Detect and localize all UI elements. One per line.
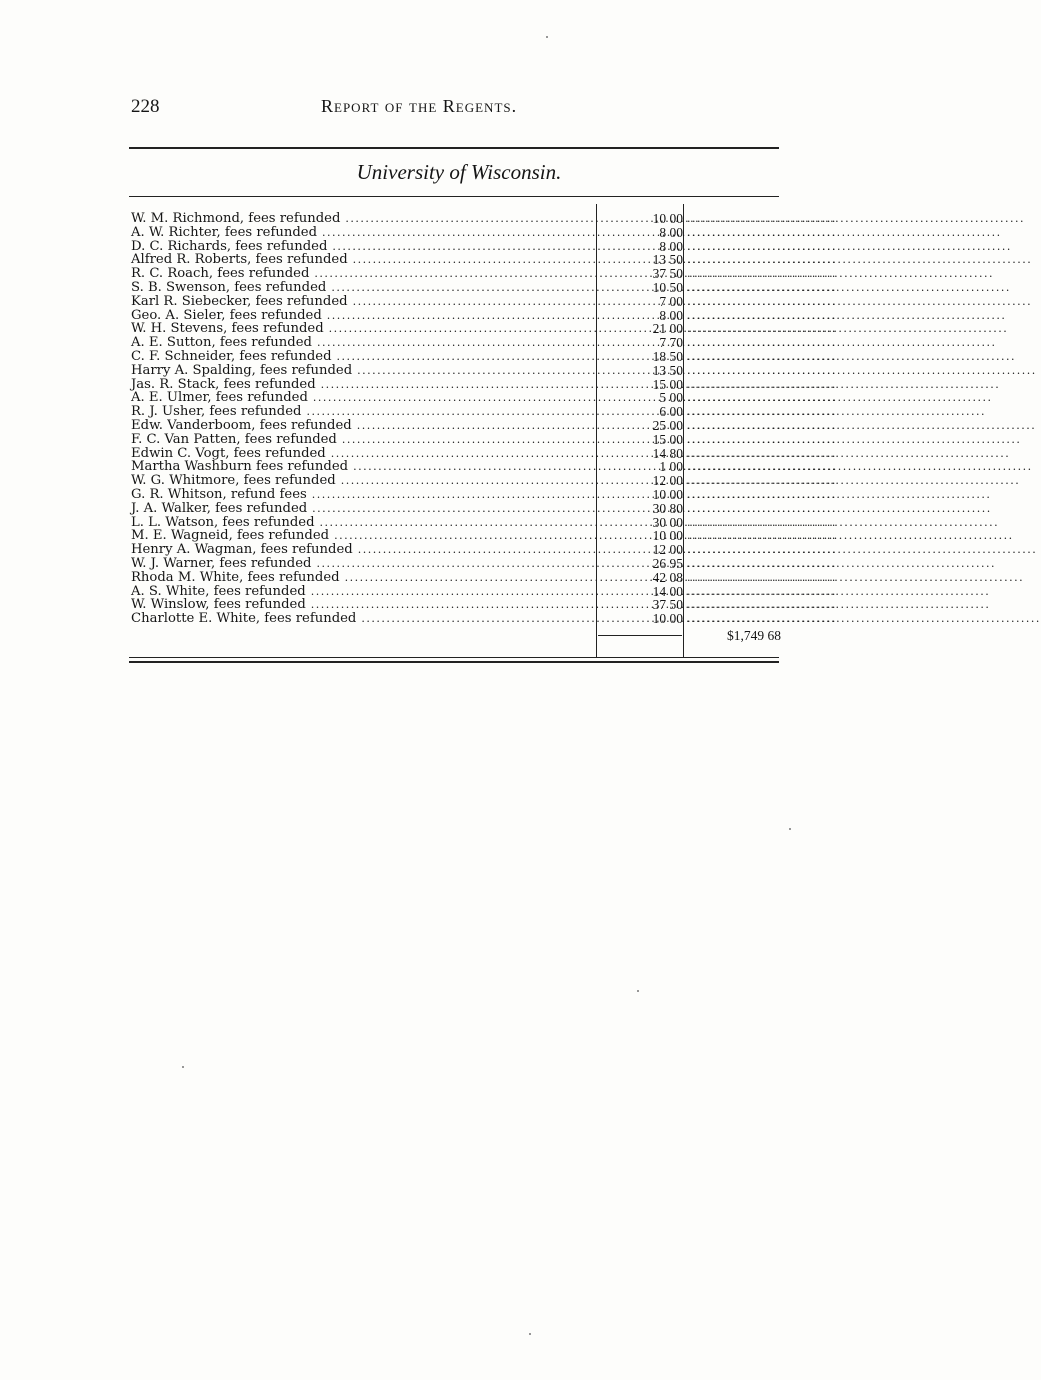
leader-dots: .............................. (687, 294, 837, 308)
payee-name: W. M. Richmond, fees refunded ..... (131, 212, 593, 226)
leader-dots: .............................. (687, 556, 837, 570)
leader-dots: .............................. (687, 474, 837, 488)
amount-value: 10 00 (652, 611, 683, 627)
payee-name: Jas. R. Stack, fees refunded ..... (131, 378, 593, 392)
leader-dots: .............................. (687, 446, 837, 460)
leader-dots: .............................. (687, 543, 837, 557)
table-row (131, 514, 837, 530)
amount-value: 15 00 (652, 431, 683, 447)
leader-dots: .............................. (687, 418, 837, 432)
payee-name: C. F. Schneider, fees refunded ..... (131, 350, 593, 364)
amount-value: 25 00 (652, 417, 683, 433)
payee-name: L. L. Watson, fees refunded ..... (131, 516, 593, 530)
leader-dots: .............................. (687, 212, 837, 225)
leader-dots: .............................. (687, 529, 837, 543)
table-row (131, 473, 837, 489)
table-row (131, 224, 837, 240)
payee-name: A. S. White, fees refunded ..... (131, 585, 593, 599)
table-row (131, 597, 837, 613)
leader-dots: .............................. (687, 584, 837, 598)
bottom-rule-thin (129, 657, 779, 658)
leader-dots: .............................. (687, 308, 837, 322)
amount-value: 10 00 (652, 211, 683, 226)
amount-value: 37 50 (652, 266, 683, 282)
amount-value: 18 50 (652, 348, 683, 364)
amount-value: 5 00 (659, 390, 683, 406)
payee-name: A. W. Richter, fees refunded ..... (131, 226, 593, 240)
payee-name: Geo. A. Sieler, fees refunded ..... (131, 309, 593, 323)
payee-name: J. A. Walker, fees refunded ..... (131, 502, 593, 516)
payee-name: A. E. Sutton, fees refunded ..... (131, 336, 593, 350)
amount-value: 26 95 (652, 555, 683, 571)
table-row (131, 445, 837, 461)
running-title: Report of the Regents. (321, 96, 518, 116)
table-row (131, 211, 837, 226)
amount-value: 21 00 (652, 321, 683, 337)
leader-dots: .............................. (687, 598, 837, 612)
section-subtitle: University of Wisconsin. (356, 160, 562, 184)
leader-dots: .............................. (687, 487, 837, 501)
table-row (131, 611, 837, 627)
ledger-table (131, 211, 837, 627)
payee-name: Karl R. Siebecker, fees refunded ..... (131, 295, 593, 309)
table-row (131, 583, 837, 599)
table-row (131, 417, 837, 433)
payee-name: Martha Washburn fees refunded ..... (131, 460, 593, 474)
table-row (131, 431, 837, 447)
payee-name: Henry A. Wagman, fees refunded ..... (131, 543, 593, 557)
payee-name: W. Winslow, fees refunded ..... (131, 598, 593, 612)
payee-name: Edwin C. Vogt, fees refunded ..... (131, 447, 593, 461)
leader-dots: .............................. (687, 363, 837, 377)
table-row (131, 335, 837, 351)
sum-rule (598, 635, 682, 636)
leader-dots: .............................. (687, 267, 837, 281)
amount-value: 42 08 (652, 569, 683, 585)
payee-name: W. H. Stevens, fees refunded ..... (131, 322, 593, 336)
payee-name: Rhoda M. White, fees refunded ..... (131, 571, 593, 585)
page-number: 228 (131, 96, 160, 117)
table-row (131, 390, 837, 406)
amount-value: 14 00 (652, 583, 683, 599)
table-row (131, 528, 837, 544)
leader-dots: .............................. (687, 515, 837, 529)
leader-dots: .............................. (687, 405, 837, 419)
payee-name: S. B. Swenson, fees refunded ..... (131, 281, 593, 295)
leader-dots: .............................. (687, 377, 837, 391)
leader-dots: .............................. (687, 280, 837, 294)
leader-dots: .............................. (687, 432, 837, 446)
amount-value: 13 50 (652, 362, 683, 378)
table-row (131, 252, 837, 268)
table-row (131, 486, 837, 502)
bottom-rule-thick (129, 661, 779, 663)
table-row (131, 376, 837, 392)
payee-name: D. C. Richards, fees refunded ..... (131, 240, 593, 254)
paper-speck (789, 828, 791, 830)
header-rule (129, 147, 779, 149)
payee-name: A. E. Ulmer, fees refunded ..... (131, 391, 593, 405)
leader-dots: .............................. (687, 336, 837, 350)
leader-dots: .............................. (687, 501, 837, 515)
table-row (131, 279, 837, 295)
amount-value: 10 00 (652, 528, 683, 544)
amount-value: 10 00 (652, 486, 683, 502)
amount-value: 12 00 (652, 473, 683, 489)
table-row (131, 238, 837, 254)
amount-value: 13 50 (652, 252, 683, 268)
amount-value: 10 50 (652, 279, 683, 295)
leader-dots: .............................. (687, 460, 837, 474)
amount-value: 7 00 (659, 293, 683, 309)
table-row (131, 348, 837, 364)
payee-name: Edw. Vanderboom, fees refunded ..... (131, 419, 593, 433)
paper-speck (182, 1066, 184, 1068)
table-row (131, 555, 837, 571)
payee-name: W. J. Warner, fees refunded ..... (131, 557, 593, 571)
amount-value: 6 00 (659, 404, 683, 420)
leader-dots: .............................. (687, 225, 837, 239)
table-row (131, 362, 837, 378)
payee-name: W. G. Whitmore, fees refunded ..... (131, 474, 593, 488)
amount-value: 30 00 (652, 514, 683, 530)
table-row (131, 500, 837, 516)
table-row (131, 459, 837, 475)
table-row (131, 542, 837, 558)
paper-speck (637, 990, 639, 992)
table-row (131, 569, 837, 585)
leader-dots: .............................. (687, 612, 837, 626)
amount-value: 12 00 (652, 542, 683, 558)
amount-value: 37 50 (652, 597, 683, 613)
subtitle-rule (129, 196, 779, 197)
table-row (131, 266, 837, 282)
leader-dots: .............................. (687, 391, 837, 405)
amount-value: 8 00 (659, 307, 683, 323)
amount-value: 8 00 (659, 224, 683, 240)
payee-name: M. E. Wagneid, fees refunded ..... (131, 529, 593, 543)
payee-name: R. J. Usher, fees refunded ..... (131, 405, 593, 419)
amount-value: 1 00 (659, 459, 683, 475)
payee-name: Charlotte E. White, fees refunded ..... (131, 612, 593, 626)
leader-dots: .............................. (687, 239, 837, 253)
amount-value: 7 70 (659, 335, 683, 351)
table-row (131, 404, 837, 420)
amount-value: 8 00 (659, 238, 683, 254)
payee-name: Harry A. Spalding, fees refunded ..... (131, 364, 593, 378)
leader-dots: .............................. (687, 349, 837, 363)
ledger-total: $1,749 68 (727, 628, 781, 643)
payee-name: F. C. Van Patten, fees refunded ..... (131, 433, 593, 447)
payee-name: G. R. Whitson, refund fees ..... (131, 488, 593, 502)
leader-dots: .............................. (687, 570, 837, 584)
table-row (131, 321, 837, 337)
amount-value: 15 00 (652, 376, 683, 392)
amount-value: 14 80 (652, 445, 683, 461)
amount-value: 30 80 (652, 500, 683, 516)
paper-speck (546, 36, 548, 38)
leader-dots: .............................. (687, 253, 837, 267)
table-row (131, 307, 837, 323)
paper-speck (529, 1333, 531, 1335)
page-header (131, 96, 779, 126)
payee-name: Alfred R. Roberts, fees refunded ..... (131, 253, 593, 267)
table-row (131, 293, 837, 309)
leader-dots: .............................. (687, 322, 837, 336)
payee-name: R. C. Roach, fees refunded ..... (131, 267, 593, 281)
